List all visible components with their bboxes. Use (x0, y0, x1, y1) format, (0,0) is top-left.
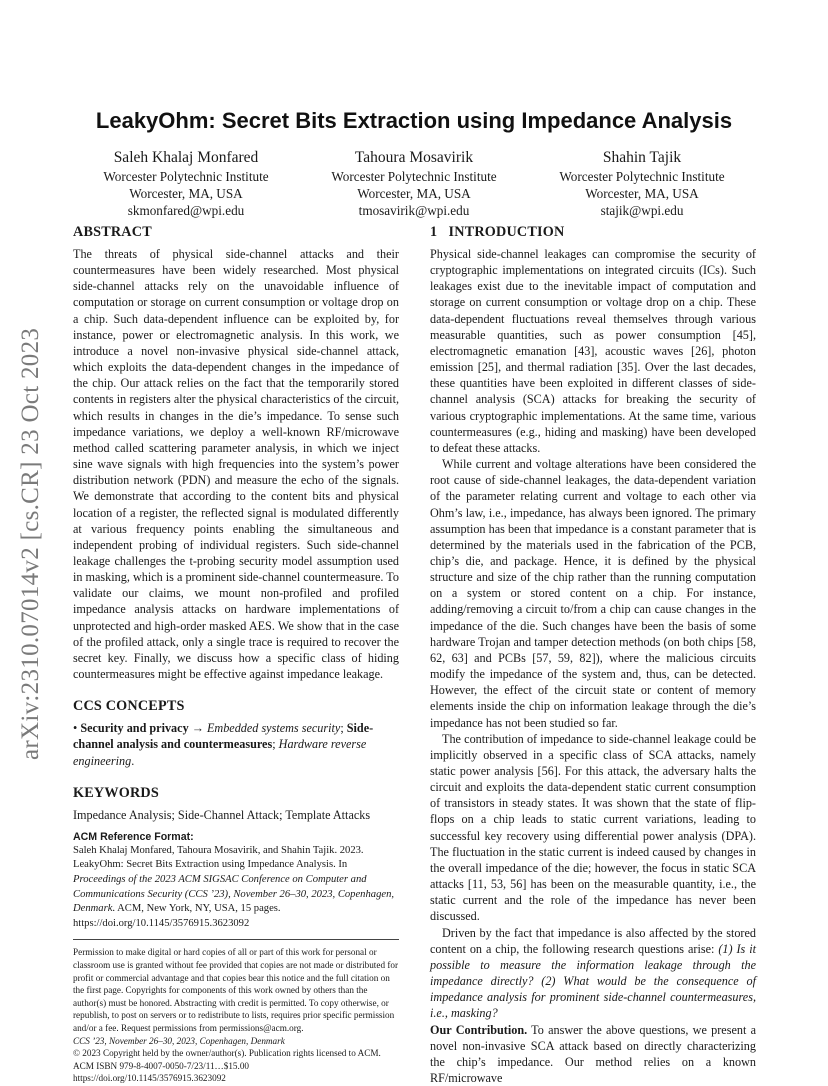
author-1 (76, 148, 296, 219)
introduction-heading: 1 INTRODUCTION (430, 224, 756, 241)
paper-title: LeakyOhm: Secret Bits Extraction using Impedance Analysis (0, 108, 828, 134)
intro-paragraph-4: Driven by the fact that impedance is also affected by the stored content on a chip, the following research questions arise: (1) Is it possible to measure the information leakage through the impedance directly? (2) What would be the consequence of impedance analysis for prominent side-channel countermeasures, i.e., masking? (430, 925, 756, 1022)
keywords-heading: KEYWORDS (73, 785, 399, 802)
doi-link[interactable]: https://doi.org/10.1145/3576915.3623092 (73, 1072, 399, 1085)
footnote-divider (73, 939, 399, 940)
author-name: Shahin Tajik (532, 148, 752, 168)
arxiv-stamp: arXiv:2310.07014v2 [cs.CR] 23 Oct 2023 (17, 328, 45, 760)
ccs-concepts: • Security and privacy → Embedded systems security; Side-channel analysis and countermeasures; Hardware reverse engineering. (73, 720, 399, 768)
author-name: Tahoura Mosavirik (304, 148, 524, 168)
author-2 (304, 148, 524, 219)
intro-paragraph-5: Our Contribution. To answer the above questions, we present a novel non-invasive SCA attack based on directly characterizing the chip’s impedance. Our method relies on a known RF/microwave (430, 1022, 756, 1086)
author-location: Worcester, MA, USA (532, 185, 752, 202)
acm-reference-text: Saleh Khalaj Monfared, Tahoura Mosavirik, and Shahin Tajik. 2023. LeakyOhm: Secret Bits Extraction using Impedance Analysis. In Proceedings of the 2023 ACM SIGSAC Conference on Computer and Communications Security (CCS ’23), November 26–30, 2023, Copenhagen, Denmark. ACM, New York, NY, USA, 15 pages. https://doi.org/10.1145/3576915.3623092 (73, 844, 399, 932)
acm-reference-heading: ACM Reference Format: (73, 831, 399, 843)
author-block (76, 148, 752, 219)
intro-paragraph-1: Physical side-channel leakages can compromise the security of cryptographic implementations on integrated circuits (ICs). Such leakages exist due to the inevitable impact of computation and storage on current consumption or voltage drop on a chip. These data-dependent fluctuations reveal themselves through various measurable quantities, such as power consumption [45], electromagnetic emanation [43], acoustic waves [26], photon emission [25], and thermal radiation [35]. Over the last decades, these quantities have been exploited in different classes of side-channel analysis (SCA) attacks for breaking the security of various cryptographic implementations. At the same time, various countermeasures (e.g., hiding and masking) have been developed to defeat these attacks. (430, 246, 756, 456)
author-email: tmosavirik@wpi.edu (304, 202, 524, 219)
ccs-heading: CCS CONCEPTS (73, 698, 399, 715)
conference-note: CCS ’23, November 26–30, 2023, Copenhagen, Denmark (73, 1035, 399, 1048)
intro-paragraph-3: The contribution of impedance to side-channel leakage could be implicitly observed in a specific class of SCA attacks, namely static power analysis [56]. For this attack, the adversary halts the circuit and exploits the data-dependent static current consumption of transistors in steady states. It was shown that the state of flip-flops on a chip leads to static current variations, leading to successful key recovery using differential power analysis (DPA). The fluctuation in the static current is indeed caused by changes in the overall impedance of the die; however, the focus in static SCA attacks [11, 53, 56] has been on the measurable quantity, i.e., the static current and the role of the impedance has never been discussed. (430, 731, 756, 925)
author-affiliation: Worcester Polytechnic Institute (532, 168, 752, 185)
author-email: stajik@wpi.edu (532, 202, 752, 219)
left-column (73, 224, 399, 1085)
author-3 (532, 148, 752, 219)
author-affiliation: Worcester Polytechnic Institute (304, 168, 524, 185)
copyright-note: © 2023 Copyright held by the owner/author(s). Publication rights licensed to ACM. (73, 1047, 399, 1060)
keywords-text: Impedance Analysis; Side-Channel Attack; Template Attacks (73, 807, 399, 823)
intro-paragraph-2: While current and voltage alterations have been considered the root cause of side-channel leakages, the data-dependent variation of the parameter relating current and voltage to each other via Ohm’s law, i.e., impedance, has always been ignored. The primary assumption has been that impedance is a constant parameter that is determined by the materials used in the fabrication of the PCB, chip’s die, and package. Hence, it is defined by the physical structure and size of the chip rather than the running computation on a system or stored content on a chip. For instance, adding/removing a circuit to/from a chip can cause changes in the impedance of the die. Such changes have been the basis of some hardware Trojan and tamper detection methods (on both chips [58, 62, 63] and PCBs [57, 59, 82]), where the malicious circuits modify the impedance of the system and, thus, can be detected. However, the effect of the circuit state or content of memory elements inside the chip on information leakage through the die’s impedance has not been studied so far. (430, 456, 756, 731)
author-location: Worcester, MA, USA (304, 185, 524, 202)
permission-notice: Permission to make digital or hard copies of all or part of this work for personal or classroom use is granted without fee provided that copies are not made or distributed for profit or commercial advantage and that copies bear this notice and the full citation on the first page. Copyrights for components of this work owned by others than the author(s) must be honored. Abstracting with credit is permitted. To copy otherwise, or republish, to post on servers or to redistribute to lists, requires prior specific permission and/or a fee. Request permissions from permissions@acm.org. (73, 946, 399, 1034)
author-name: Saleh Khalaj Monfared (76, 148, 296, 168)
isbn-note: ACM ISBN 979-8-4007-0050-7/23/11…$15.00 (73, 1060, 399, 1073)
author-affiliation: Worcester Polytechnic Institute (76, 168, 296, 185)
abstract-text: The threats of physical side-channel attacks and their countermeasures have been widely researched. Most physical side-channel attacks rely on the unavoidable influence of computation or storage on current consumption or voltage drop on a chip. Such data-dependent influence can be exploited by, for instance, power or electromagnetic analysis. In this work, we introduce a novel non-invasive physical side-channel attack, which exploits the data-dependent changes in the impedance of the chip. Our attack relies on the fact that the temporarily stored contents in registers alter the physical characteristics of the circuit, which results in changes in the die’s impedance. To sense such impedance variations, we deploy a well-known RF/microwave method called scattering parameter analysis, in which we inject sine wave signals with high frequencies into the system’s power distribution network (PDN) and measure the echo of the signals. We demonstrate that according to the content bits and physical location of a register, the reflected signal is modulated differently at various frequency points enabling the simultaneous and independent probing of individual registers. Such side-channel leakage challenges the t-probing security model assumption used in masking, which is a prominent side-channel countermeasure. To validate our claims, we mount non-profiled and profiled impedance analysis attacks on hardware implementations of unprotected and high-order masked AES. We show that in the case of the profiled attack, only a single trace is required to recover the secret key. Finally, we discuss how a specific class of hiding countermeasures might be effective against impedance leakage. (73, 246, 399, 682)
author-email: skmonfared@wpi.edu (76, 202, 296, 219)
right-column (430, 224, 756, 1086)
author-location: Worcester, MA, USA (76, 185, 296, 202)
abstract-heading: ABSTRACT (73, 224, 399, 241)
